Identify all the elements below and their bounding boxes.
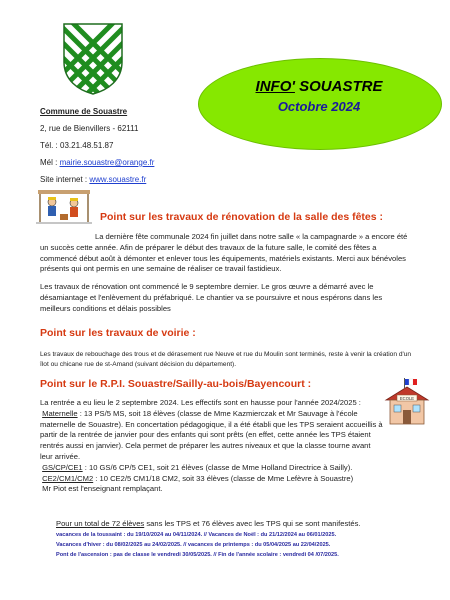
rpi-intro: La rentrée a eu lieu le 2 septembre 2024. Les effectifs sont en hausse pour l'année 2024/2025 : <box>40 398 361 407</box>
checkered-shield-icon <box>60 20 126 96</box>
commune-name: Commune de Souastre <box>40 107 128 116</box>
commune-website <box>40 175 146 184</box>
ce2-cm1-cm2-label: CE2/CM1/CM2 <box>42 473 94 483</box>
renovation-paragraph-2: Les travaux de rénovation ont commencé le 9 septembre dernier. Le gros œuvre a démarré avec le désamiantage et l'enlèvement du préfabriqué. Le chantier va se poursuivre et nous espérons dans les meilleurs conditions et délais possibles <box>40 282 383 313</box>
holidays-line-3: Pont de l'ascension : pas de classe le vendredi 30/05/2025. // Fin de l'année scolaire : vendredi 04 /07/2025. <box>56 552 339 558</box>
total-label: Pour un total de 72 élèves <box>56 519 145 528</box>
construction-workers-icon <box>36 188 92 224</box>
newsletter-title-name: SOUASTRE <box>294 78 383 95</box>
renovation-paragraph-1 <box>40 232 412 275</box>
commune-mail <box>40 158 154 167</box>
section-title-rpi: Point sur le R.P.I. Souastre/Sailly-au-bois/Bayencourt : <box>40 378 312 390</box>
rpi-total <box>56 519 416 530</box>
maternelle-text: : 13 PS/5 MS, soit 18 élèves (classe de Mme Kazmierczak et Mr Sauvage à l'école maternelle de Souastre). En concertation pédagogique, il a été établi que les TPS seraient accueillis à partir de la rentrée de janvier pour des enfants qui sont prêts (en effet, cette année les TPS étaient rentrés aussi en janvier). Cela permet de préparer les autres niveaux et que la classe tourne avant leur arrivée. <box>40 408 383 461</box>
school-house-icon <box>384 378 430 426</box>
rpi-paragraph <box>40 398 385 495</box>
school-sign: ECOLE <box>399 395 415 401</box>
newsletter-title-info: INFO' <box>255 78 295 95</box>
mail-label: Mél : <box>40 158 60 167</box>
replacement-teacher: Mr Piot est l'enseignant remplaçant. <box>42 484 163 494</box>
gs-cp-ce1-label: GS/CP/CE1 <box>42 462 83 472</box>
newsletter-title <box>198 78 440 95</box>
ce2-cm1-cm2-text: : 10 CE2/5 CM1/18 CM2, soit 33 élèves (classe de Mme Lefèvre à Souastre) <box>93 473 354 483</box>
renovation-text-1: La dernière fête communale 2024 fin juillet dans notre salle « la campagnarde » a encore été un succès cette année. Afin de préparer le début des travaux de la future salle, le comité des fêtes a commencé début août à démonter et enlever tous les équipements, matériels existants. Merci aux bénévoles présents qui ont permis en une semaine de réaliser ce travail fastidieux. <box>40 232 408 274</box>
voirie-paragraph: Les travaux de rebouchage des trous et de dérasement rue Neuve et rue du Moulin sont terminés, reste à venir la création d'un îlot ou chicane rue de st-Amand (suivant décision du département). <box>40 351 412 368</box>
maternelle-label: Maternelle <box>42 408 78 418</box>
section-title-renovation: Point sur les travaux de rénovation de la salle des fêtes : <box>100 211 384 223</box>
gs-cp-ce1-text: : 10 GS/6 CP/5 CE1, soit 21 élèves (classe de Mme Holland Directrice à Sailly). <box>82 462 353 472</box>
commune-phone: Tél. : 03.21.48.51.87 <box>40 141 114 150</box>
total-text: sans les TPS et 76 élèves avec les TPS qui se sont manifestés. <box>144 519 361 528</box>
section-title-voirie: Point sur les travaux de voirie : <box>40 327 196 339</box>
site-link[interactable]: www.souastre.fr <box>89 175 147 184</box>
holidays-line-1: vacances de la toussaint : du 19/10/2024 au 04/11/2024. // Vacances de Noël : du 21/12/2024 au 06/01/2025. <box>56 532 337 538</box>
site-label: Site internet : <box>40 175 90 184</box>
holidays-line-2: Vacances d'hiver : du 08/02/2025 au 24/02/2025. // vacances de printemps : du 05/04/2025 au 22/04/2025. <box>56 542 331 548</box>
newsletter-date: Octobre 2024 <box>277 99 361 114</box>
mail-link[interactable]: mairie.souastre@orange.fr <box>59 158 155 167</box>
commune-address: 2, rue de Bienvillers - 62111 <box>40 124 139 133</box>
